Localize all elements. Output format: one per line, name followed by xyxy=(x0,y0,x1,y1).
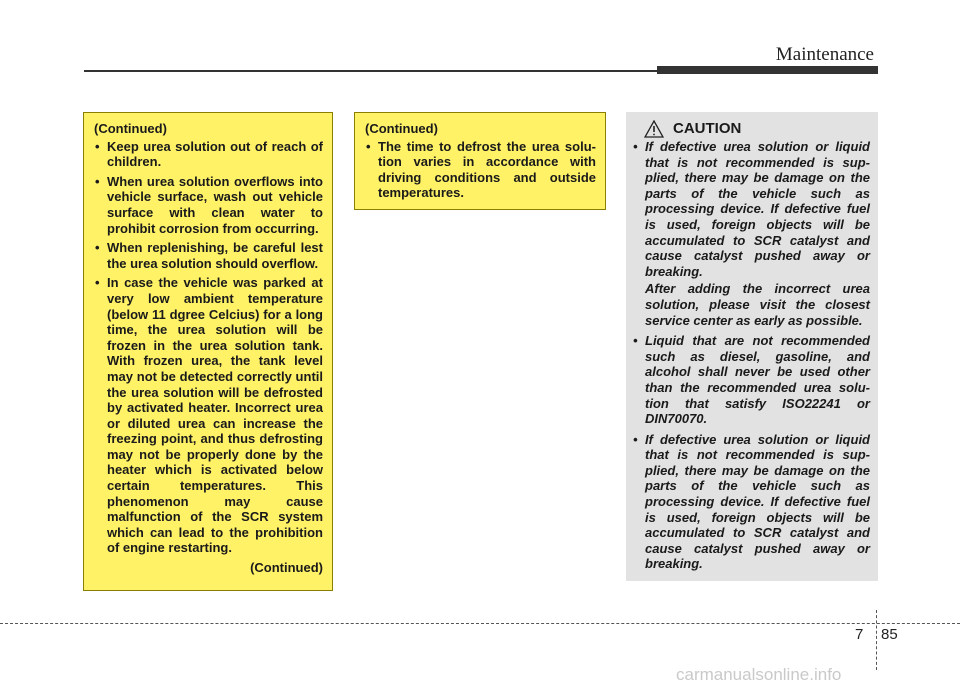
caution-heading-text: CAUTION xyxy=(673,120,742,138)
list-item: • Keep urea solution out of reach of children. xyxy=(94,139,323,170)
list-item: • Liquid that are not recommended such as diesel, gasoline, and alcohol shall never be used other than the recommended urea solution that satisfy ISO22241 or DIN70070. xyxy=(632,333,870,427)
list-item: • When replenishing, be careful lest the urea solution should overflow. xyxy=(94,240,323,271)
watermark-text: carmanualsonline.info xyxy=(676,665,842,684)
list-item: • The time to defrost the urea solution varies in accordance with driving conditions and outside temperatures. xyxy=(365,139,596,201)
caution-list xyxy=(632,139,870,572)
note-box-middle xyxy=(354,112,606,210)
list-item: • If defective urea solution or liquid that is not recommended is supplied, there may be damage on the parts of the vehicle such as processing device. If defective fuel is used, foreign objects will be accumulated to SCR catalyst and cause catalyst pushed away or breaking. xyxy=(632,432,870,572)
caution-box xyxy=(626,112,878,581)
header-rule-thick xyxy=(657,66,878,74)
list-item xyxy=(632,139,870,328)
note-list-left xyxy=(94,139,323,556)
list-item: • When urea solution overflows into vehicle surface, wash out vehicle surface with clean water to prohibit corrosion from occurring. xyxy=(94,174,323,236)
caution-item-text: If defective urea solution or liquid that is not recommended is supplied, there may be damage on the parts of the vehicle such as processing device. If defective fuel is used, foreign objects will be accumulated to SCR catalyst and cause catalyst pushed away or breaking. xyxy=(645,139,870,279)
footer-dashed-rule xyxy=(0,623,960,624)
page-number: 85 xyxy=(881,626,898,643)
chapter-number: 7 xyxy=(855,626,864,643)
caution-note-text: After adding the incorrect urea solution, please visit the closest service center as early as possible. xyxy=(645,281,870,328)
header-rule-thin xyxy=(84,70,664,72)
note-list-middle xyxy=(365,139,596,201)
page-header-title: Maintenance xyxy=(775,44,874,65)
continued-label-top: (Continued) xyxy=(94,121,167,136)
warning-triangle-icon xyxy=(644,120,664,138)
footer-vertical-dashed-rule xyxy=(876,610,877,670)
caution-heading xyxy=(644,120,870,138)
list-item: • In case the vehicle was parked at very low ambient temperature (below 11 dgree Celcius) for a long time, the urea solution will be frozen in the urea solution tank. With frozen urea, the tank level may not be detected correctly until the urea solution will be defrosted by activated heater. Incorrect urea or diluted urea can increase the freezing point, and thus defrosting may not be properly done by the heater which is activated below certain temperatures. This phenomenon may cause malfunction of the SCR system which can lead to the prohibition of engine restarting. xyxy=(94,275,323,556)
continued-label-top: (Continued) xyxy=(365,121,438,136)
note-box-left xyxy=(83,112,333,591)
continued-label-bottom: (Continued) xyxy=(250,560,323,576)
